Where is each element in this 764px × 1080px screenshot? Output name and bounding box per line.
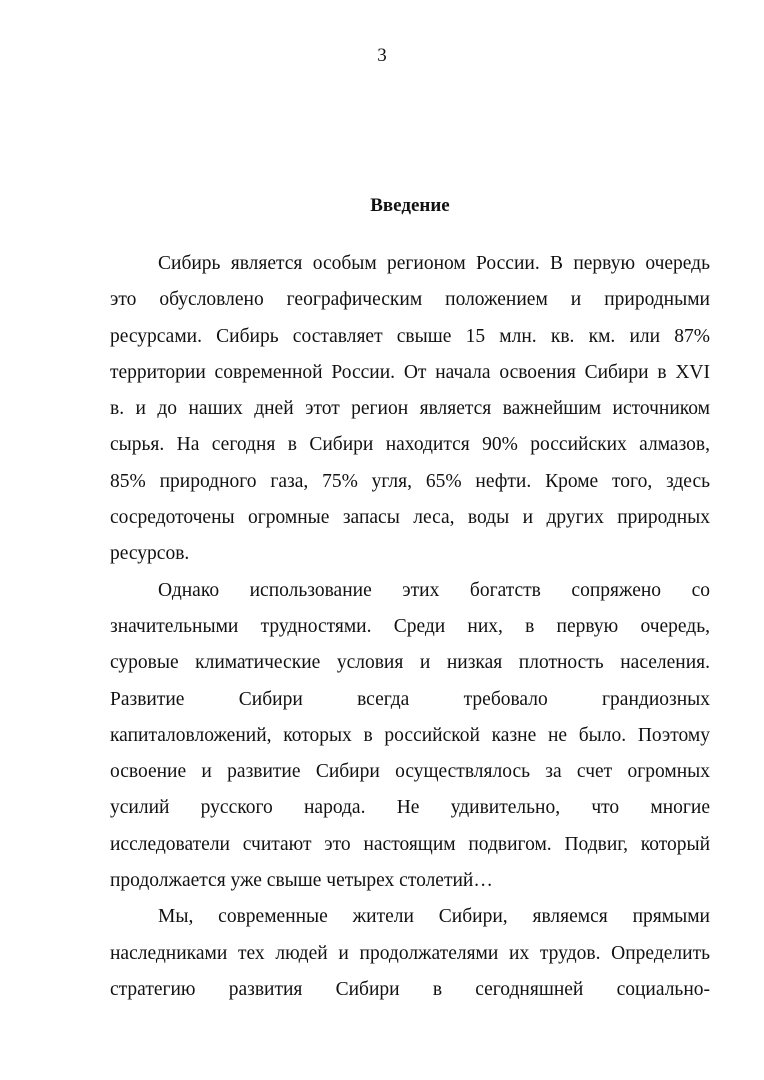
text-line: сосредоточены огромные запасы леса, воды и других природных: [110, 507, 710, 529]
text-line: значительными трудностями. Среди них, в первую очередь,: [110, 615, 710, 637]
text-line: стратегию развития Сибири в сегодняшней социально-: [110, 978, 710, 1000]
body-text: [110, 246, 710, 1008]
text-line: освоение и развитие Сибири осуществлялось за счет огромных: [110, 761, 710, 783]
text-line: сырья. На сегодня в Сибири находится 90% российских алмазов,: [110, 434, 710, 456]
text-line: Развитие Сибири всегда требовало грандиозных: [110, 688, 710, 710]
text-line: это обусловлено географическим положением и природными: [110, 289, 710, 311]
text-line: Однако использование этих богатств сопряжено со: [158, 579, 710, 601]
text-line: территории современной России. От начала освоения Сибири в XVI: [110, 361, 710, 383]
text-line: Мы, современные жители Сибири, являемся прямыми: [158, 906, 710, 928]
text-line: в. и до наших дней этот регион является важнейшим источником: [110, 398, 710, 420]
text-line: наследниками тех людей и продолжателями их трудов. Определить: [110, 942, 710, 964]
text-line: ресурсами. Сибирь составляет свыше 15 млн. кв. км. или 87%: [110, 325, 710, 347]
text-line: исследователи считают это настоящим подвигом. Подвиг, который: [110, 833, 710, 855]
paragraph-2: [110, 573, 710, 900]
text-line: продолжается уже свыше четырех столетий…: [110, 870, 493, 892]
text-line: суровые климатические условия и низкая плотность населения.: [110, 652, 710, 674]
page-number: 3: [377, 45, 387, 66]
text-line: ресурсов.: [110, 543, 190, 565]
text-line: Сибирь является особым регионом России. В первую очередь: [158, 253, 710, 274]
text-line: 85% природного газа, 75% угля, 65% нефти. Кроме того, здесь: [110, 470, 710, 492]
paragraph-3: [110, 899, 710, 1008]
section-heading: Введение: [370, 195, 450, 216]
text-line: усилий русского народа. Не удивительно, что многие: [110, 797, 710, 819]
text-line: капиталовложений, которых в российской казне не было. Поэтому: [110, 724, 710, 746]
paragraph-1: [110, 246, 710, 573]
